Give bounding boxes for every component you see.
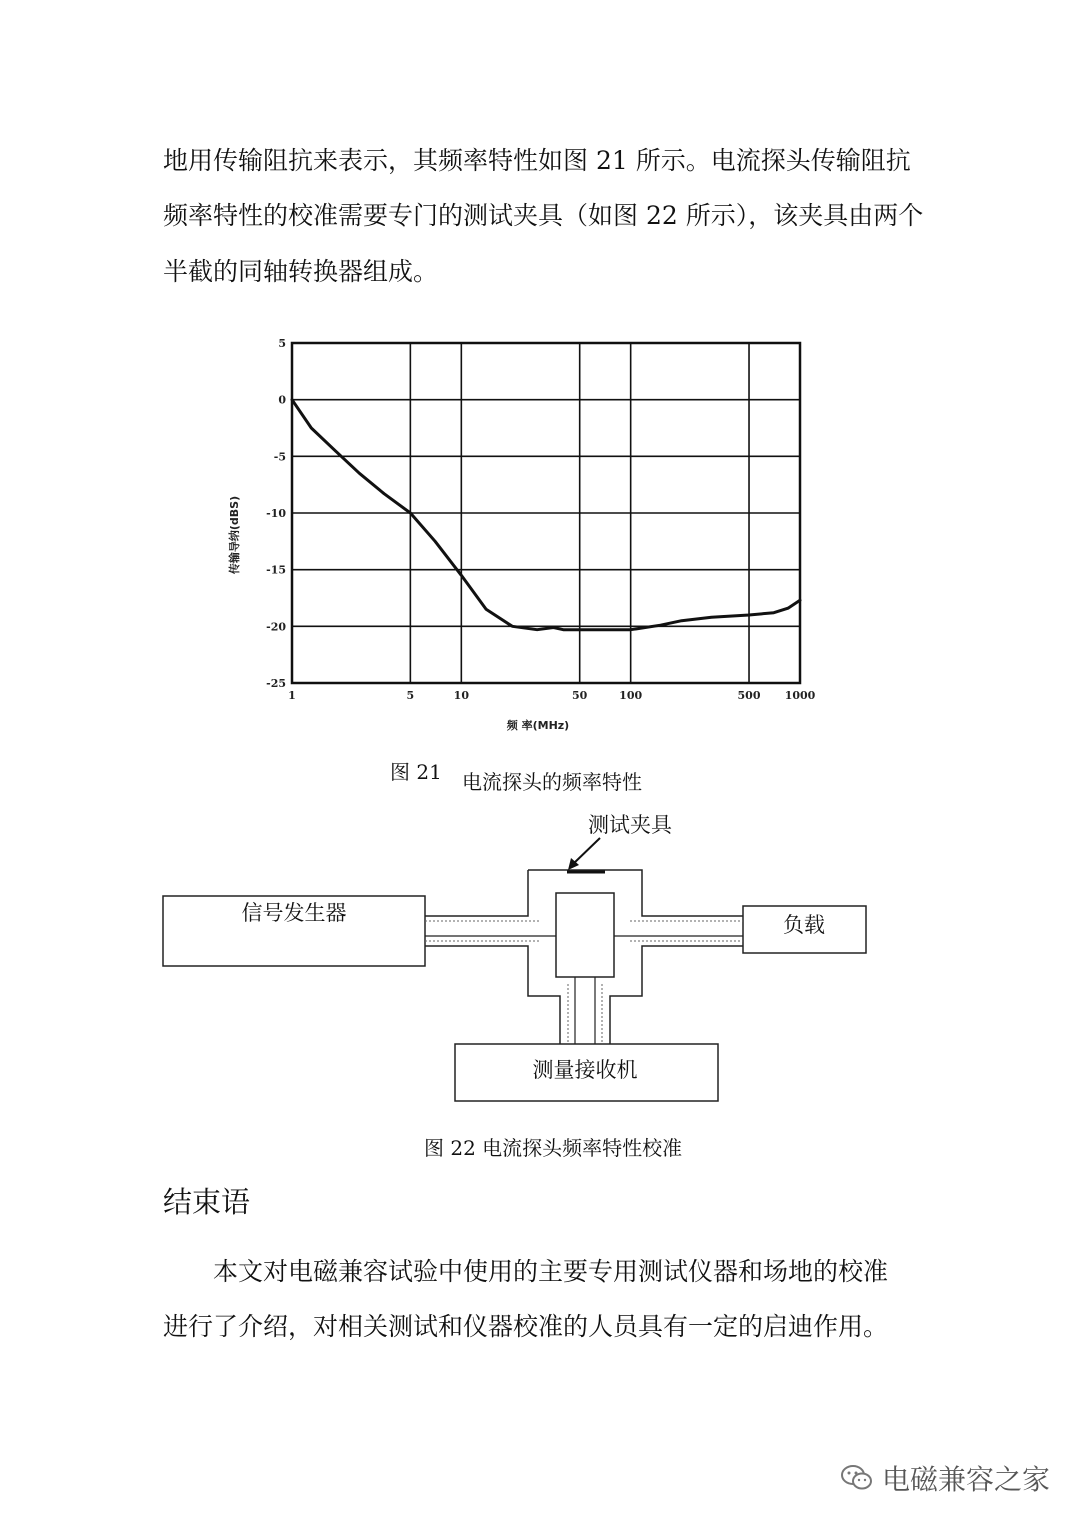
x-tick-label: 5 <box>406 689 415 702</box>
y-tick-label: -10 <box>266 507 286 520</box>
conclusion-line-1: 本文对电磁兼容试验中使用的主要专用测试仪器和场地的校准 <box>213 1257 889 1286</box>
fixture-inner-block <box>556 893 614 977</box>
figure-22-diagram <box>155 808 875 1108</box>
y-tick-label: 5 <box>278 337 286 350</box>
coax-inner-conductors <box>425 936 743 1044</box>
figure-21-caption-text: 电流探头的频率特性 <box>462 770 642 794</box>
y-tick-label: 0 <box>278 393 286 407</box>
watermark <box>840 1456 1050 1500</box>
intro-line-2: 频率特性的校准需要专门的测试夹具（如图 22 所示），该夹具由两个 <box>163 201 924 230</box>
fixture-pointer-arrow <box>572 838 600 865</box>
x-tick-label: 50 <box>572 689 588 702</box>
y-axis-ticks <box>266 337 286 690</box>
y-axis-label: 传输导纳(dBS) <box>228 495 241 575</box>
y-tick-label: -15 <box>266 563 286 577</box>
receiver-label: 测量接收机 <box>532 1058 638 1082</box>
figure-21-chart <box>200 325 830 755</box>
figure-21-caption-number: 图 21 <box>390 760 442 784</box>
coax-shield-lines <box>425 921 743 1044</box>
x-tick-label: 1000 <box>784 689 816 702</box>
y-tick-label: -20 <box>266 620 286 634</box>
conclusion-line-2: 进行了介绍，对相关测试和仪器校准的人员具有一定的启迪作用。 <box>163 1312 889 1341</box>
y-tick-label: -5 <box>273 450 286 464</box>
x-tick-label: 100 <box>619 689 643 702</box>
conclusion-heading: 结束语 <box>163 1185 251 1219</box>
plot-grid <box>292 343 800 683</box>
y-tick-label: -25 <box>266 677 286 690</box>
load-label: 负载 <box>783 913 825 937</box>
intro-line-3: 半截的同轴转换器组成。 <box>163 257 439 286</box>
intro-line-1: 地用传输阻抗来表示，其频率特性如图 21 所示。电流探头传输阻抗 <box>163 146 911 175</box>
figure-22-caption: 图 22 电流探头频率特性校准 <box>424 1136 683 1160</box>
watermark-text: 电磁兼容之家 <box>882 1463 1051 1496</box>
fixture-label: 测试夹具 <box>588 813 672 837</box>
series-line-transfer-admittance <box>292 400 800 630</box>
wechat-icon <box>840 1463 874 1493</box>
x-tick-label: 500 <box>737 689 761 702</box>
x-axis-label: 频 率(MHz) <box>506 719 570 732</box>
signal-generator-label: 信号发生器 <box>241 901 347 925</box>
x-tick-label: 1 <box>288 689 296 702</box>
fixture-outer-outline <box>425 870 743 1044</box>
x-tick-label: 10 <box>453 689 469 702</box>
x-axis-ticks <box>288 689 815 702</box>
